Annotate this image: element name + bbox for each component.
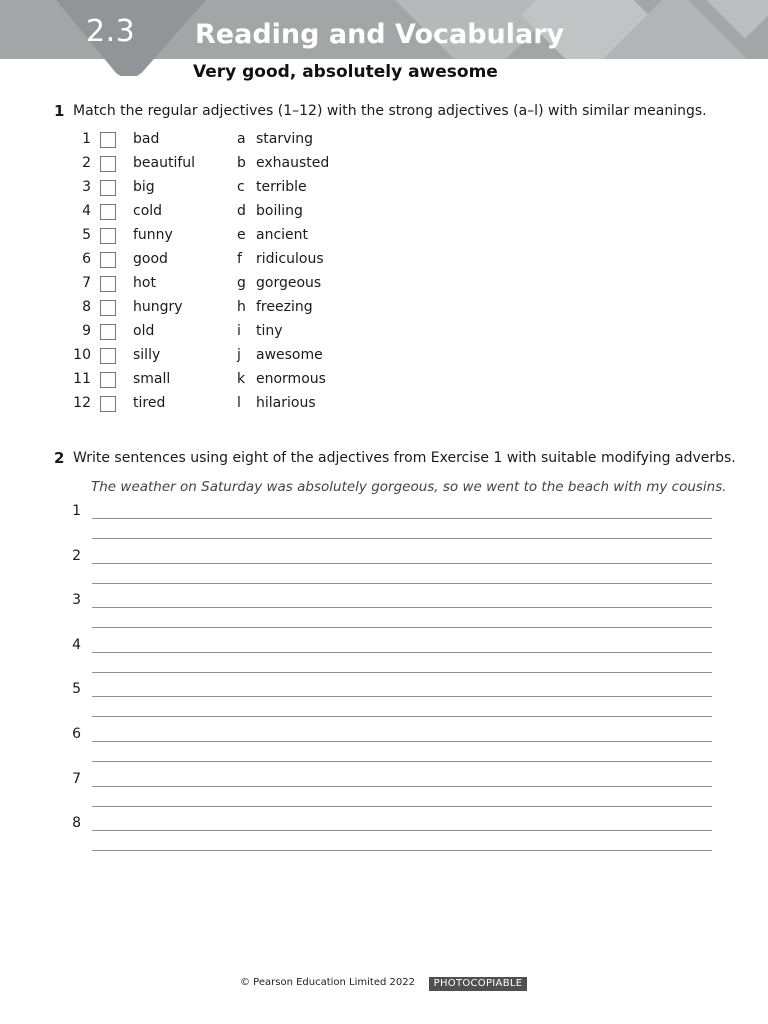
- writing-line[interactable]: [92, 518, 712, 519]
- match-row: [0, 131, 400, 151]
- strong-adjective: terrible: [256, 179, 307, 195]
- exercise-2-number: 2: [54, 449, 65, 467]
- writing-line[interactable]: [92, 716, 712, 717]
- sentence-number: 6: [72, 726, 81, 742]
- regular-adjective: beautiful: [133, 155, 196, 171]
- strong-adjective: boiling: [256, 203, 303, 219]
- answer-box[interactable]: [100, 156, 116, 172]
- regular-adjective: big: [133, 179, 155, 195]
- writing-line[interactable]: [92, 761, 712, 762]
- regular-adjective: old: [133, 323, 155, 339]
- strong-adjective: exhausted: [256, 155, 330, 171]
- match-row: [0, 251, 400, 271]
- strong-adjective: gorgeous: [256, 275, 322, 291]
- item-number: 8: [82, 299, 91, 315]
- option-letter: h: [237, 299, 246, 315]
- option-letter: a: [237, 131, 246, 147]
- sentence-number: 5: [72, 681, 81, 698]
- strong-adjective: hilarious: [256, 395, 316, 411]
- match-row: [0, 155, 400, 175]
- item-number: 12: [73, 395, 91, 411]
- match-row: [0, 347, 400, 367]
- page-subtitle: Very good, absolutely awesome: [193, 62, 498, 82]
- copyright-text: © Pearson Education Limited 2022: [240, 977, 415, 988]
- option-letter: g: [237, 275, 246, 291]
- regular-adjective: bad: [133, 131, 160, 147]
- writing-line[interactable]: [92, 806, 712, 807]
- answer-box[interactable]: [100, 132, 116, 148]
- strong-adjective: freezing: [256, 299, 313, 315]
- regular-adjective: tired: [133, 395, 166, 411]
- regular-adjective: hot: [133, 275, 156, 291]
- item-number: 10: [73, 347, 91, 363]
- strong-adjective: ridiculous: [256, 251, 324, 267]
- writing-line[interactable]: [92, 830, 712, 831]
- strong-adjective: enormous: [256, 371, 326, 387]
- answer-box[interactable]: [100, 300, 116, 316]
- regular-adjective: small: [133, 371, 171, 387]
- match-row: [0, 275, 400, 295]
- strong-adjective: ancient: [256, 227, 309, 243]
- item-number: 11: [73, 371, 91, 387]
- writing-line[interactable]: [92, 607, 712, 608]
- writing-line[interactable]: [92, 786, 712, 787]
- sentence-number: 2: [72, 547, 81, 564]
- sentence-number: 7: [72, 770, 81, 787]
- item-number: 9: [82, 323, 91, 339]
- option-letter: b: [237, 155, 246, 171]
- option-letter: l: [237, 395, 241, 411]
- item-number: 7: [82, 275, 91, 291]
- sentence-number: 4: [72, 636, 81, 653]
- writing-line[interactable]: [92, 850, 712, 851]
- item-number: 5: [82, 227, 91, 243]
- match-row: [0, 203, 400, 223]
- writing-line[interactable]: [92, 696, 712, 697]
- regular-adjective: hungry: [133, 299, 183, 315]
- writing-line[interactable]: [92, 627, 712, 628]
- writing-line[interactable]: [92, 741, 712, 742]
- regular-adjective: funny: [133, 227, 173, 243]
- item-number: 1: [82, 131, 91, 147]
- answer-box[interactable]: [100, 324, 116, 340]
- item-number: 2: [82, 155, 91, 171]
- option-letter: k: [237, 371, 246, 387]
- match-row: [0, 323, 400, 343]
- exercise-1-instruction: Match the regular adjectives (1–12) with the strong adjectives (a–l) with similar meanings.: [73, 103, 707, 119]
- answer-box[interactable]: [100, 348, 116, 364]
- option-letter: j: [237, 347, 241, 363]
- photocopiable-badge: PHOTOCOPIABLE: [429, 977, 527, 991]
- writing-line[interactable]: [92, 538, 712, 539]
- answer-box[interactable]: [100, 396, 116, 412]
- page-title: Reading and Vocabulary: [195, 19, 565, 50]
- sentence-number: 1: [72, 503, 81, 519]
- answer-box[interactable]: [100, 204, 116, 220]
- item-number: 3: [82, 179, 91, 195]
- writing-line[interactable]: [92, 583, 712, 584]
- answer-box[interactable]: [100, 372, 116, 388]
- option-letter: i: [237, 323, 241, 339]
- answer-box[interactable]: [100, 228, 116, 244]
- answer-box[interactable]: [100, 252, 116, 268]
- match-row: [0, 395, 400, 415]
- answer-box[interactable]: [100, 276, 116, 292]
- regular-adjective: good: [133, 251, 168, 267]
- option-letter: f: [237, 251, 242, 267]
- item-number: 4: [82, 203, 91, 219]
- match-row: [0, 371, 400, 391]
- exercise-2-instruction: Write sentences using eight of the adjectives from Exercise 1 with suitable modifying adverbs.: [73, 450, 736, 466]
- item-number: 6: [82, 251, 91, 267]
- match-row: [0, 179, 400, 199]
- sentence-number: 8: [72, 815, 81, 832]
- writing-line[interactable]: [92, 672, 712, 673]
- regular-adjective: silly: [133, 347, 161, 363]
- option-letter: c: [237, 179, 245, 195]
- strong-adjective: starving: [256, 131, 314, 147]
- match-row: [0, 227, 400, 247]
- option-letter: e: [237, 227, 246, 243]
- answer-box[interactable]: [100, 180, 116, 196]
- regular-adjective: cold: [133, 203, 163, 219]
- exercise-1-number: 1: [54, 102, 65, 120]
- strong-adjective: tiny: [256, 323, 283, 339]
- strong-adjective: awesome: [256, 347, 323, 363]
- sentence-number: 3: [72, 592, 81, 609]
- example-sentence: The weather on Saturday was absolutely gorgeous, so we went to the beach with my cousins.: [91, 479, 727, 495]
- writing-line[interactable]: [92, 563, 712, 564]
- writing-line[interactable]: [92, 652, 712, 653]
- option-letter: d: [237, 203, 246, 219]
- match-row: [0, 299, 400, 319]
- section-number: 2.3: [86, 14, 136, 49]
